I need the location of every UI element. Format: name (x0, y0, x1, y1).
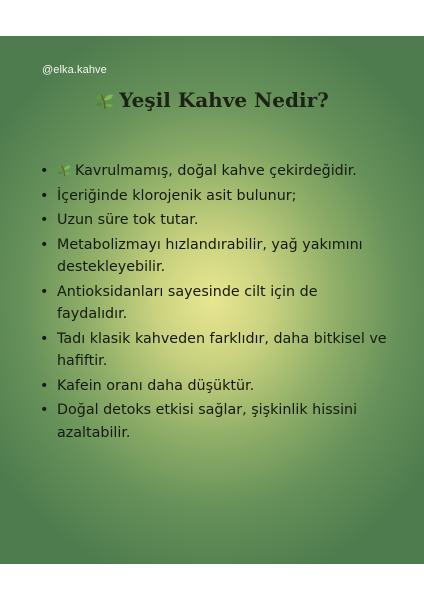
list-item (38, 209, 388, 232)
bullet-marker: • (40, 212, 49, 228)
account-handle: @elka.kahve (42, 64, 107, 76)
list-item (38, 281, 388, 326)
page-title: Yeşil Kahve Nedir? (119, 88, 329, 112)
facts-list (38, 160, 388, 446)
fact-text: Metabolizmayı hızlandırabilir, yağ yakımını destekleyebilir. (57, 236, 363, 275)
bullet-marker: • (40, 283, 49, 300)
list-item (38, 160, 388, 183)
fact-text: Kafein oranı daha düşüktür. (57, 377, 255, 394)
fact-text: Tadı klasik kahveden farklıdır, daha bitkisel ve hafiftir. (57, 330, 387, 369)
bullet-marker: • (40, 330, 49, 347)
list-item (38, 399, 388, 444)
bullet-marker: • (40, 187, 49, 204)
fact-text: Doğal detoks etkisi sağlar, şişkinlik hissini azaltabilir. (57, 402, 358, 441)
list-item (38, 328, 388, 373)
list-item (38, 234, 388, 279)
bullet-marker: • (40, 163, 49, 179)
bullet-marker: • (40, 377, 49, 394)
fact-text: Uzun süre tok tutar. (57, 212, 199, 228)
sprout-icon (57, 162, 72, 177)
sprout-icon (95, 90, 115, 110)
page-title-row (0, 88, 424, 112)
bullet-marker: • (40, 236, 49, 253)
fact-text: Kavrulmamış, doğal kahve çekirdeğidir. (75, 163, 357, 179)
list-item (38, 185, 388, 208)
list-item (38, 375, 388, 398)
fact-text: İçeriğinde klorojenik asit bulunur; (57, 187, 297, 204)
fact-text: Antioksidanları sayesinde cilt için de faydalıdır. (57, 283, 318, 322)
bullet-marker: • (40, 402, 49, 418)
post-card (0, 36, 424, 564)
